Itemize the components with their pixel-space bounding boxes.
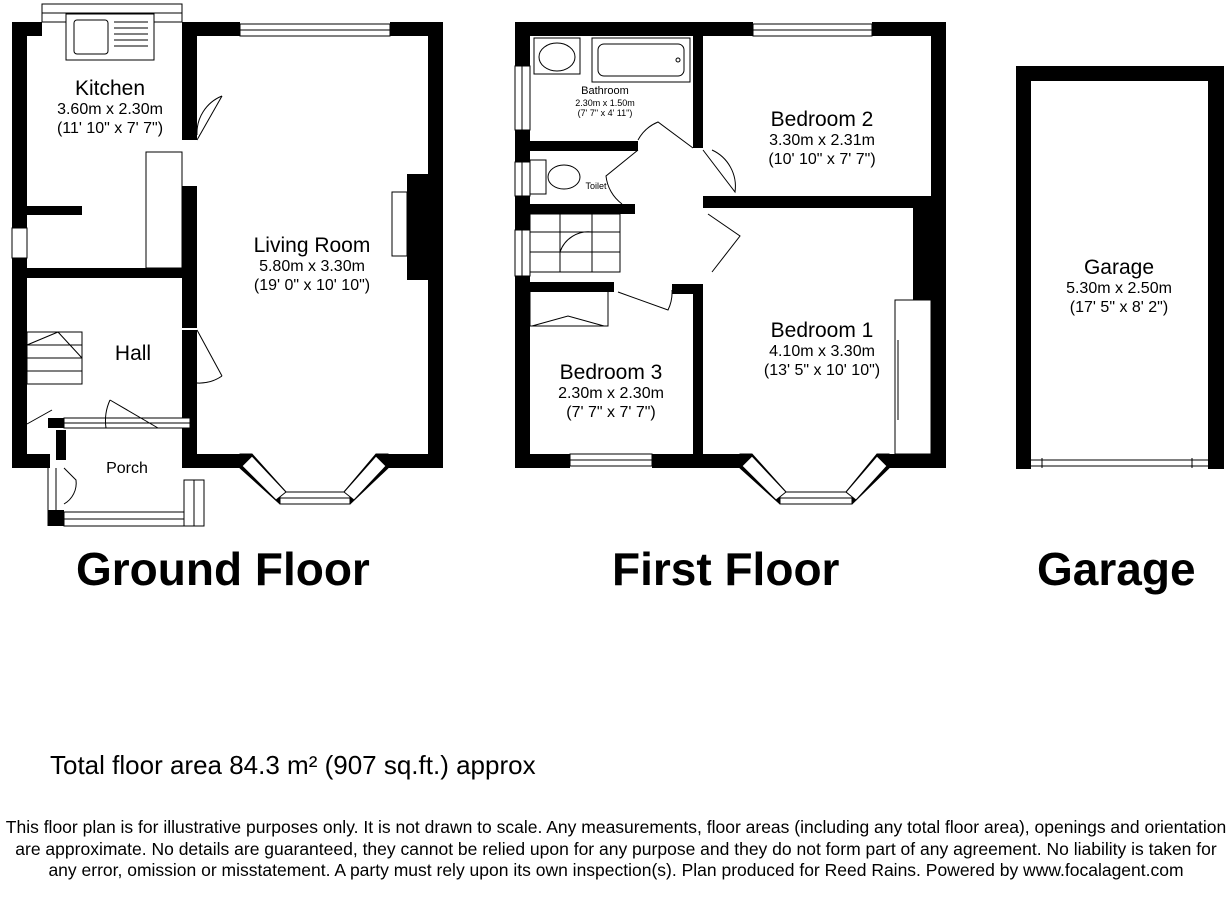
living-room-metric: 5.80m x 3.30m xyxy=(259,258,365,276)
living-room-name: Living Room xyxy=(253,234,371,257)
garage-label xyxy=(1066,256,1172,317)
bath xyxy=(592,38,690,82)
hall-stairs xyxy=(27,332,82,384)
bedroom3-door xyxy=(618,290,672,310)
garage-door xyxy=(1031,458,1208,468)
toilet-label xyxy=(585,181,606,191)
ground-floor-title: Ground Floor xyxy=(76,543,370,595)
toilet-door xyxy=(606,150,638,204)
bedroom1-wardrobe xyxy=(895,300,931,454)
wc-pan xyxy=(530,160,580,194)
landing-stairs xyxy=(530,214,620,272)
bedroom3-name: Bedroom 3 xyxy=(559,361,663,384)
hall-name: Hall xyxy=(114,342,152,365)
kitchen-metric: 3.60m x 2.30m xyxy=(57,101,163,119)
porch-door xyxy=(64,468,76,504)
living-room-imperial: (19' 0" x 10' 10") xyxy=(253,276,371,294)
fireplace xyxy=(392,192,407,256)
total-floor-area: Total floor area 84.3 m² (907 sq.ft.) approx xyxy=(50,750,536,780)
kitchen-sink xyxy=(66,14,154,60)
bedroom1-label xyxy=(764,319,880,380)
ground-floor-bay-window xyxy=(240,454,388,504)
bathroom-label xyxy=(575,85,635,118)
bedroom2-name: Bedroom 2 xyxy=(770,108,874,131)
bathroom-basin xyxy=(534,38,580,74)
porch-name: Porch xyxy=(106,460,148,477)
disclaimer-text: This floor plan is for illustrative purposes only. It is not drawn to scale. Any measurements, floor areas (including any total floor area), openings and orientation are approximate. No details are guaranteed, they cannot be relied upon for any purpose and they do not form part of any agreement. No liability is taken for any error, omission or misstatement. A party must rely upon its own inspection(s). Plan produced for Reed Rains. Powered by www.focalagent.com xyxy=(5,817,1227,880)
bedroom2-label xyxy=(768,108,875,169)
porch-label xyxy=(106,460,148,478)
bedroom2-imperial: (10' 10" x 7' 7") xyxy=(768,150,876,168)
kitchen-worktop xyxy=(146,152,182,268)
first-floor-bay-window xyxy=(740,454,889,504)
bedroom3-metric: 2.30m x 2.30m xyxy=(558,385,664,403)
garage-title: Garage xyxy=(1037,543,1196,595)
kitchen-imperial: (11' 10" x 7' 7") xyxy=(56,119,164,137)
bedroom3-wardrobe xyxy=(530,292,608,326)
bathroom-metric: 2.30m x 1.50m xyxy=(575,97,635,108)
bedroom1-imperial: (13' 5" x 10' 10") xyxy=(763,361,881,379)
kitchen-door xyxy=(197,96,222,140)
bathroom-imperial: (7' 7" x 4' 11") xyxy=(577,107,633,118)
kitchen-name: Kitchen xyxy=(74,77,146,100)
kitchen-label xyxy=(57,77,163,138)
living-room-label xyxy=(254,234,371,295)
bedroom3-imperial: (7' 7" x 7' 7") xyxy=(566,403,656,421)
garage-imperial: (17' 5" x 8' 2") xyxy=(1069,298,1169,316)
bedroom1-name: Bedroom 1 xyxy=(770,319,874,342)
bathroom-door xyxy=(638,122,693,148)
garage-metric: 5.30m x 2.50m xyxy=(1066,280,1172,298)
bedroom2-metric: 3.30m x 2.31m xyxy=(769,132,875,150)
toilet-name: Toilet xyxy=(585,181,607,191)
kitchen-side-window xyxy=(12,228,27,258)
first-floor-title: First Floor xyxy=(612,543,840,595)
bathroom-name: Bathroom xyxy=(581,85,629,97)
bedroom1-door xyxy=(708,214,740,272)
garage-name: Garage xyxy=(1083,256,1155,279)
hall-label xyxy=(115,342,151,366)
bedroom1-metric: 4.10m x 3.30m xyxy=(769,343,875,361)
bedroom3-label xyxy=(558,361,664,422)
bedroom2-door xyxy=(703,150,735,192)
living-room-door xyxy=(197,330,222,376)
